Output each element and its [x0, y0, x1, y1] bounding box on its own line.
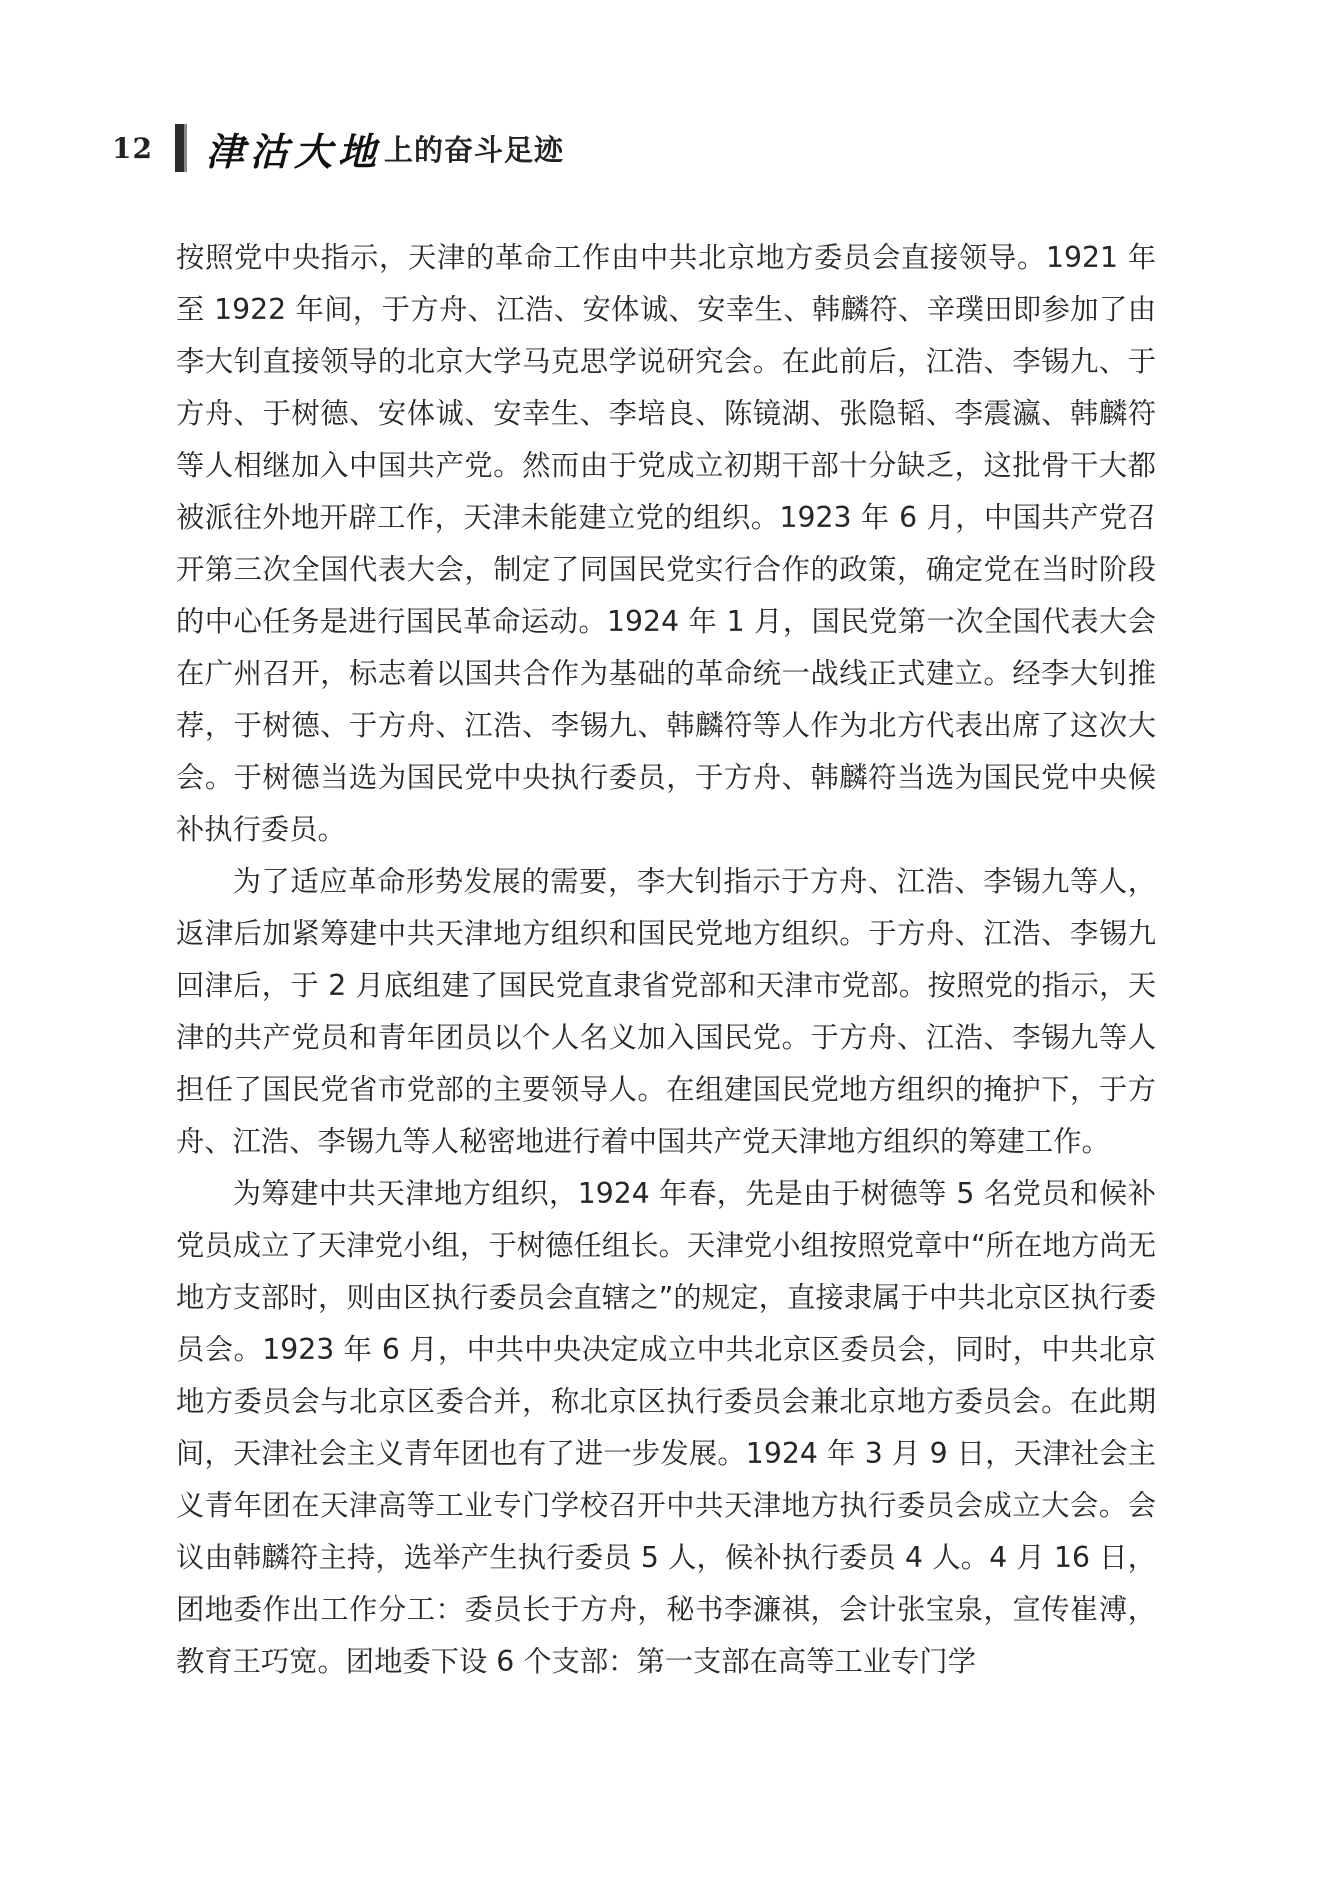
running-header — [112, 118, 564, 178]
page-number: 12 — [112, 131, 153, 165]
paragraph: 为筹建中共天津地方组织，1924 年春，先是由于树德等 5 名党员和候补党员成立了天津党小组，于树德任组长。天津党小组按照党章中“所在地方尚无地方支部时，则由区执行委员会直辖之”的规定，直接隶属于中共北京区执行委员会。1923 年 6 月，中共中央决定成立中共北京区委员会，同时，中共北京地方委员会与北京区委合并，称北京区执行委员会兼北京地方委员会。在此期间，天津社会主义青年团也有了进一步发展。1924 年 3 月 9 日，天津社会主义青年团在天津高等工业专门学校召开中共天津地方执行委员会成立大会。会议由韩麟符主持，选举产生执行委员 5 人，候补执行委员 4 人。4 月 16 日，团地委作出工作分工：委员长于方舟，秘书李濂祺，会计张宝泉，宣传崔溥，教育王巧宽。团地委下设 6 个支部：第一支部在高等工业专门学 — [176, 1177, 1156, 1678]
body-text — [176, 232, 1156, 1688]
book-title-suffix: 上的奋斗足迹 — [383, 132, 564, 167]
paragraph: 为了适应革命形势发展的需要，李大钊指示于方舟、江浩、李锡九等人，返津后加紧筹建中共天津地方组织和国民党地方组织。于方舟、江浩、李锡九回津后，于 2 月底组建了国民党直隶省党部和天津市党部。按照党的指示，天津的共产党员和青年团员以个人名义加入国民党。于方舟、江浩、李锡九等人担任了国民党省市党部的主要领导人。在组建国民党地方组织的掩护下，于方舟、江浩、李锡九等人秘密地进行着中国共产党天津地方组织的筹建工作。 — [176, 865, 1156, 1158]
header-divider — [175, 124, 184, 172]
book-title-calligraphy: 津沽大地 — [205, 128, 382, 174]
paragraph-continuation: 按照党中央指示，天津的革命工作由中共北京地方委员会直接领导。1921 年至 1922 年间，于方舟、江浩、安体诚、安幸生、韩麟符、辛璞田即参加了由李大钊直接领导的北京大学马克思学说研究会。在此前后，江浩、李锡九、于方舟、于树德、安体诚、安幸生、李培良、陈镜湖、张隐韬、李震瀛、韩麟符等人相继加入中国共产党。然而由于党成立初期干部十分缺乏，这批骨干大都被派往外地开辟工作，天津未能建立党的组织。1923 年 6 月，中国共产党召开第三次全国代表大会，制定了同国民党实行合作的政策，确定党在当时阶段的中心任务是进行国民革命运动。1924 年 1 月，国民党第一次全国代表大会在广州召开，标志着以国共合作为基础的革命统一战线正式建立。经李大钊推荐，于树德、于方舟、江浩、李锡九、韩麟符等人作为北方代表出席了这次大会。于树德当选为国民党中央执行委员，于方舟、韩麟符当选为国民党中央候补执行委员。 — [176, 241, 1156, 846]
